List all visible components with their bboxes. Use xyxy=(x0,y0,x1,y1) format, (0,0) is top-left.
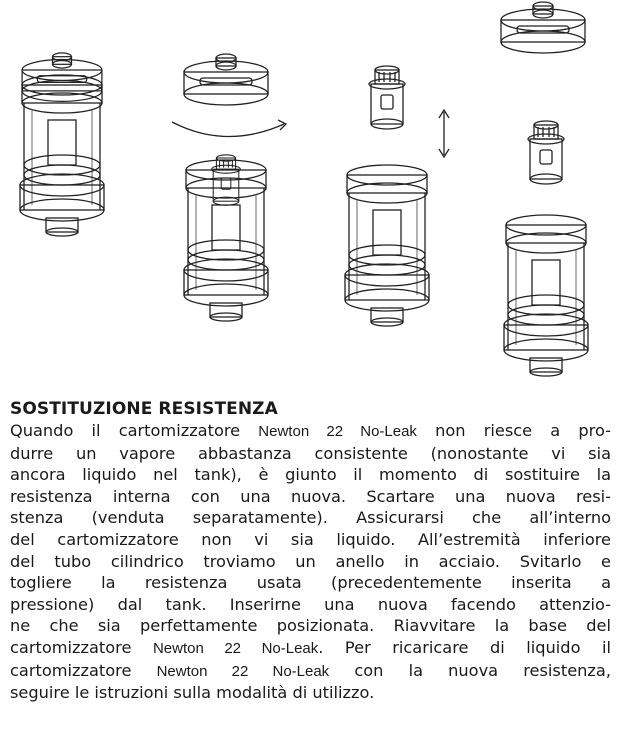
product-name: Newton 22 No-Leak xyxy=(258,423,417,440)
section-heading: SOSTITUZIONE RESISTENZA xyxy=(10,399,278,419)
body-line: seguire le istruzioni sulla modalità di utilizzo. xyxy=(10,683,375,703)
body-line: resistenza interna con una nuova. Scartare una nuova resi- xyxy=(10,486,611,506)
body-line: ne che sia perfettamente posizionata. Riavvitare la base del xyxy=(10,616,611,636)
instructions-section xyxy=(10,398,611,704)
product-name: Newton 22 No-Leak xyxy=(152,639,319,657)
product-name: Newton 22 No-Leak xyxy=(156,662,330,680)
body-line: stenza (venduta separatamente). Assicurarsi che all’interno xyxy=(10,508,611,528)
body-line: pressione) dal tank. Inserirne una nuova facendo attenzio- xyxy=(10,594,611,614)
body-line: cartomizzatore Newton 22 No-Leak con la nuova resistenza, xyxy=(10,660,611,680)
body-line: durre un vapore abbastanza consistente (nonostante vi sia xyxy=(10,443,611,463)
section-body xyxy=(10,420,611,704)
body-line: del tubo cilindrico troviamo un anello in acciaio. Svitarlo e xyxy=(10,551,611,571)
body-line: del cartomizzatore non vi sia liquido. All’estremità inferiore xyxy=(10,529,611,549)
body-line: togliere la resistenza usata (precedentemente inserita a xyxy=(10,573,611,593)
body-line: ancora liquido nel tank), è giunto il momento di sostituire la xyxy=(10,465,611,485)
body-line: cartomizzatore Newton 22 No-Leak. Per ricaricare di liquido il xyxy=(10,637,611,657)
body-line: Quando il cartomizzatore Newton 22 No-Leak non riesce a pro- xyxy=(10,421,611,440)
